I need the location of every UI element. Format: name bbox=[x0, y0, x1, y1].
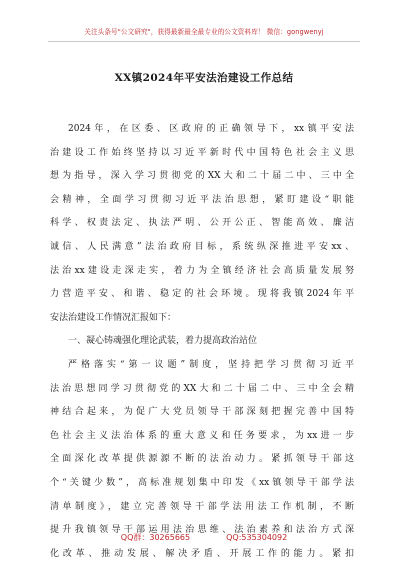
paragraph-line: 个“关键少数”，高标准规划集中印发《xx镇领导干部学法 bbox=[50, 477, 354, 488]
paragraph-line: 治建设工作始终坚持以习近平新时代中国特色社会主义思 bbox=[50, 147, 354, 158]
paragraph-line: 严格落实“第一议题”制度，坚持把学习贯彻习近平 bbox=[68, 359, 354, 370]
paragraph-line: 色社会主义法治体系的重大意义和任务要求，为xx进一步 bbox=[50, 430, 354, 441]
paragraph-line: 诚信、人民满意”法治政府目标，系统纵深推进平安xx、 bbox=[50, 241, 354, 252]
paragraph-line: 法治xx建设走深走实，着力为全镇经济社会高质量发展努 bbox=[50, 265, 354, 276]
header-divider bbox=[48, 41, 360, 42]
header-banner: 关注头条号"公文研究"，获得最新最全最专业的公文资料库！ 微信：gongwenyj bbox=[84, 28, 324, 36]
qq-group-number: QQ群：30265665 bbox=[120, 533, 191, 542]
paragraph-line: 清单制度》，建立完善领导干部学法用法工作机制，不断 bbox=[50, 501, 354, 512]
paragraph-line: 全面深化改革提供源源不断的法治动力。紧抓领导干部这 bbox=[50, 454, 354, 465]
paragraph-line: 提升我镇领导干部运用法治思维、法治素养和法治方式深 bbox=[50, 525, 354, 536]
footer-banner bbox=[0, 532, 408, 543]
paragraph-line: 力营造平安、和谐、稳定的社会环境。现将我镇2024年平 bbox=[50, 289, 354, 300]
section-heading: 一、凝心铸魂强化理论武装，着力提高政治站位 bbox=[68, 336, 258, 347]
document-title: XX镇2024年平安法治建设工作总结 bbox=[114, 72, 294, 84]
paragraph-line: 法治思想同学习贯彻党的XX大和二十届二中、三中全会精 bbox=[50, 383, 354, 394]
paragraph-line: 2024年，在区委、区政府的正确领导下，xx镇平安法 bbox=[68, 124, 354, 134]
paragraph-line: 神结合起来，为促广大党员领导干部深刻把握完善中国特 bbox=[50, 407, 354, 418]
paragraph-line: 科学、权责法定、执法严明、公开公正、智能高效、廉洁 bbox=[50, 218, 354, 229]
qq-contact-number: QQ:535304092 bbox=[226, 533, 288, 542]
paragraph-line: 会精神，全面学习贯彻习近平法治思想，紧盯建设“职能 bbox=[50, 194, 354, 205]
document-body bbox=[50, 118, 354, 566]
paragraph-line: 化改革、推动发展、解决矛盾、开展工作的能力。紧扣 bbox=[50, 548, 354, 559]
paragraph-line: 想为指导，深入学习贯彻党的XX大和二十届二中、三中全 bbox=[50, 171, 354, 182]
paragraph-line: 安法治建设工作情况汇报如下： bbox=[50, 312, 177, 323]
